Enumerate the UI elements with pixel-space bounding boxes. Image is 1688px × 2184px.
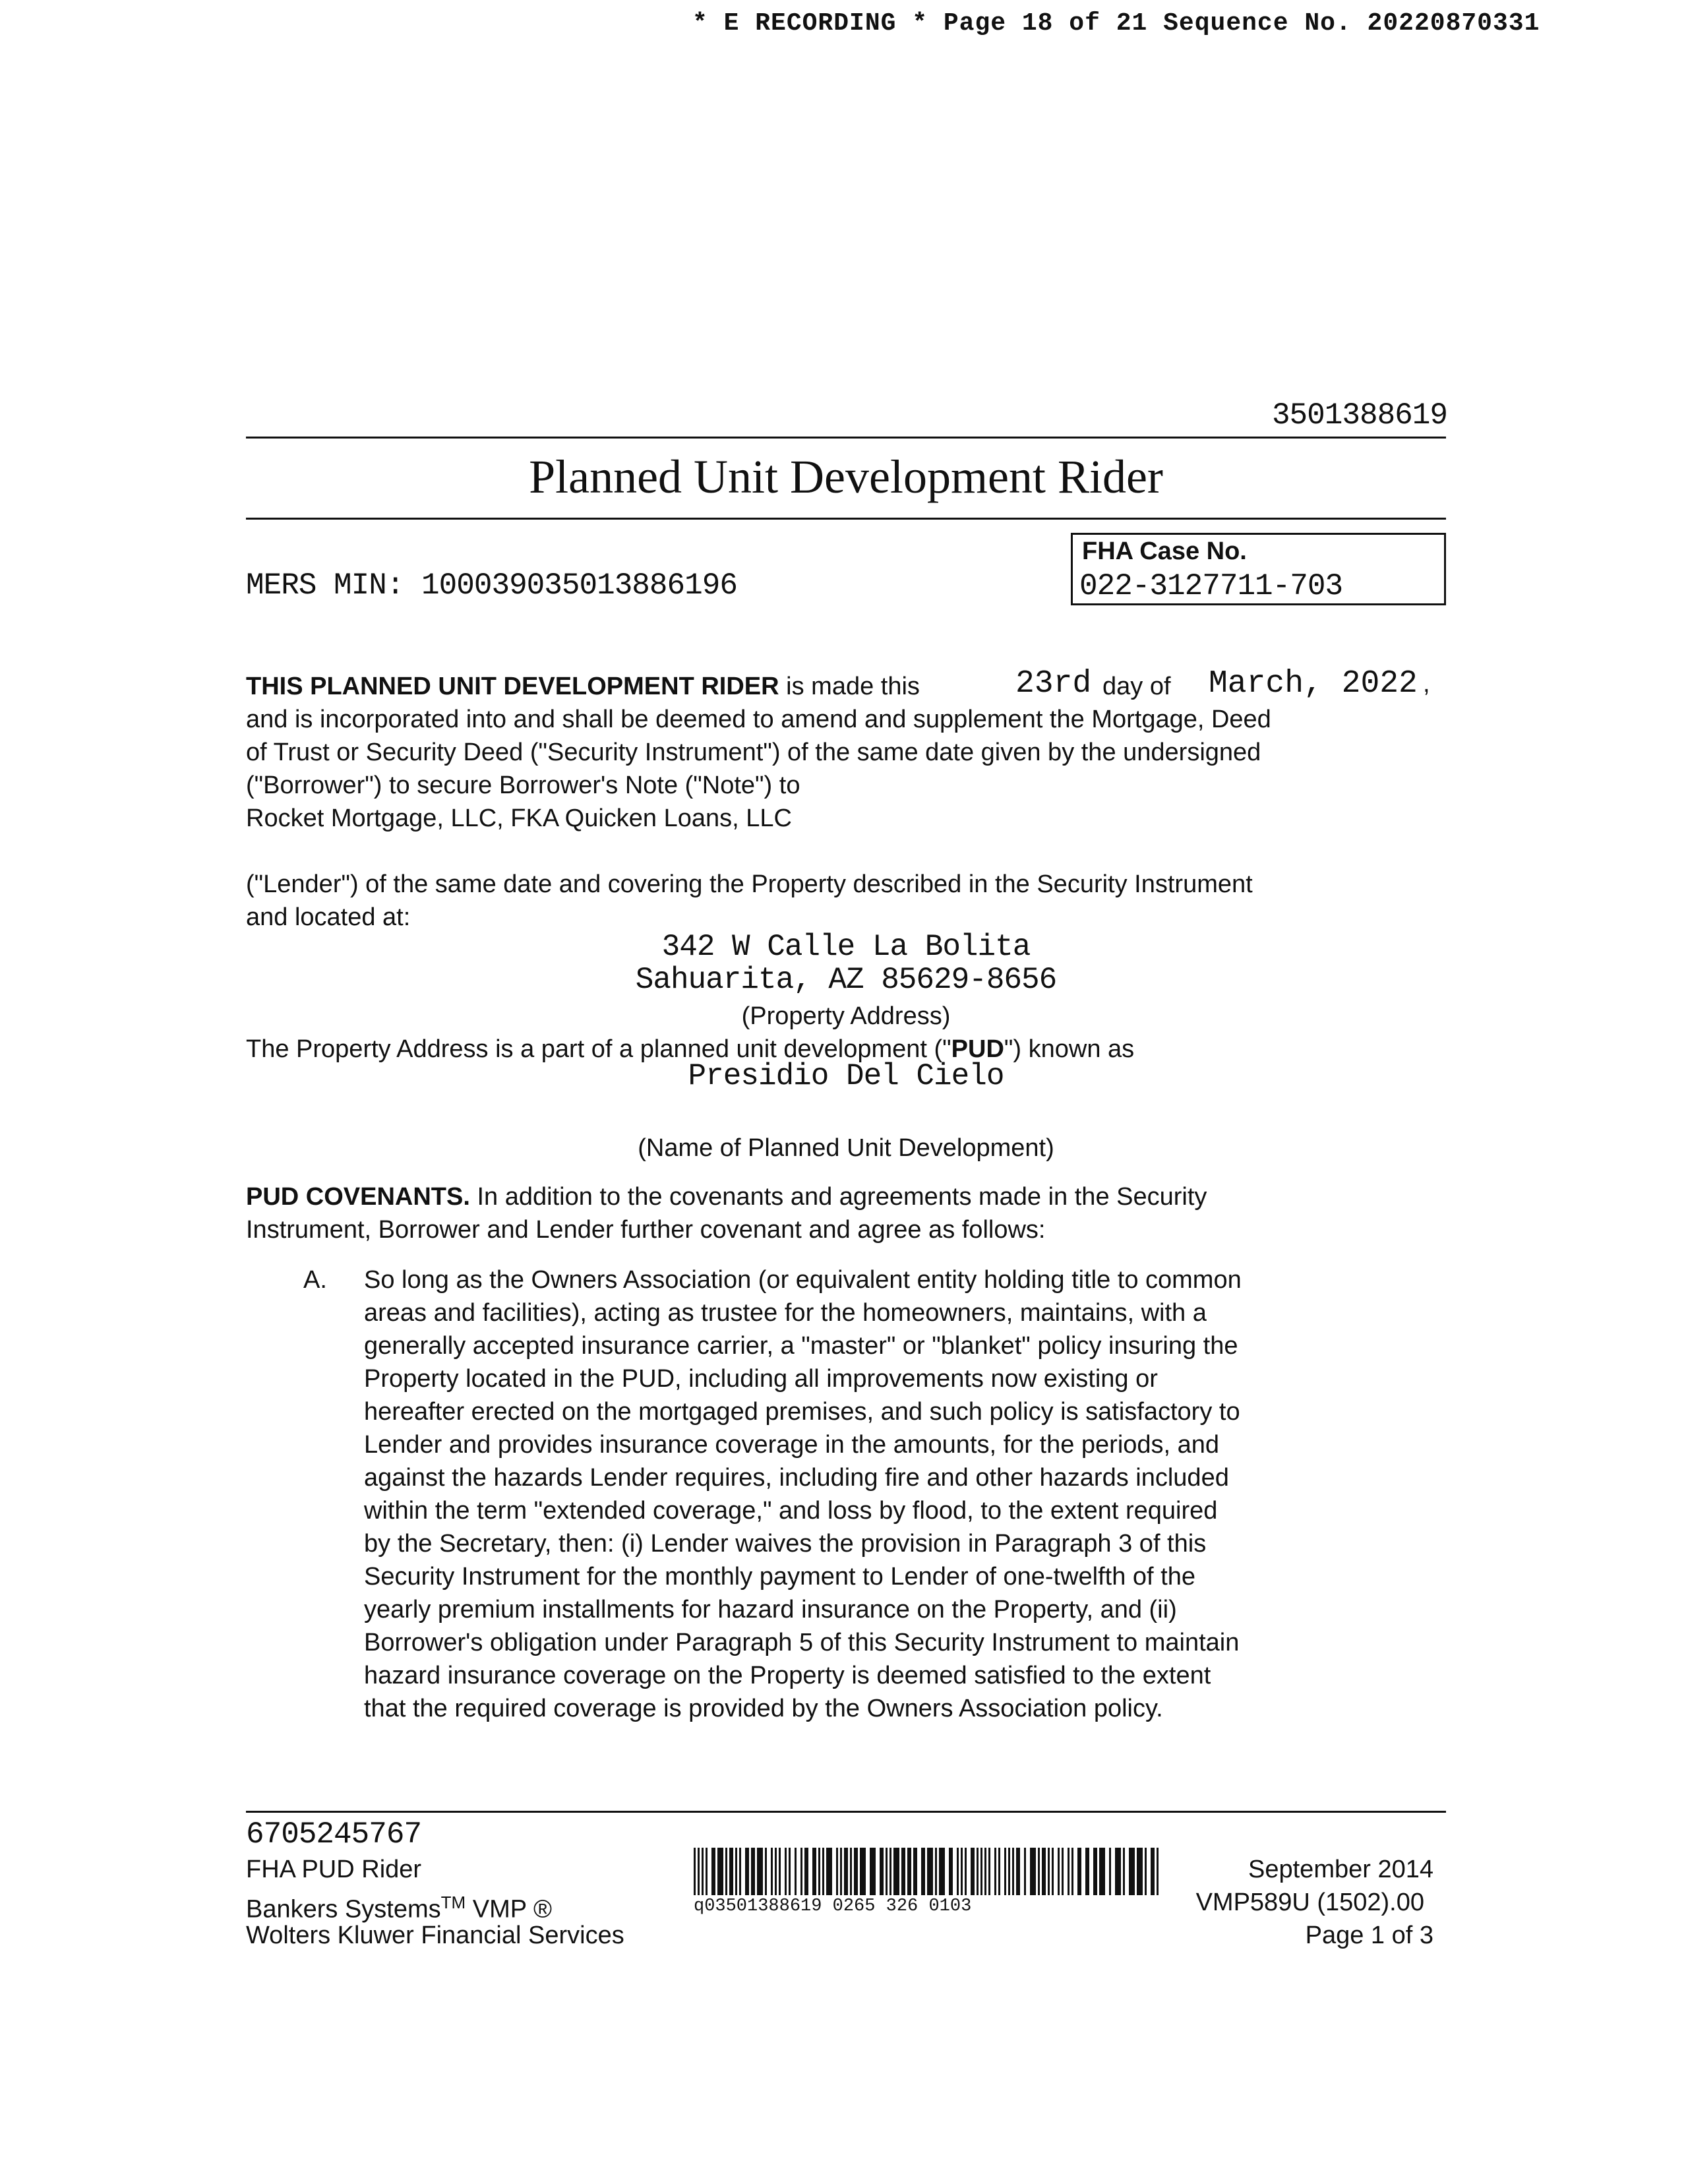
pud-caption: (Name of Planned Unit Development) bbox=[638, 1134, 1054, 1162]
barcode-bar bbox=[702, 1848, 704, 1895]
intro-lead: THIS PLANNED UNIT DEVELOPMENT RIDER bbox=[246, 673, 779, 700]
barcode-bar bbox=[1115, 1848, 1121, 1895]
barcode-bar bbox=[1004, 1848, 1006, 1895]
item-a-line: areas and facilities), acting as trustee for the homeowners, maintains, with a bbox=[364, 1299, 1207, 1327]
item-a-line: within the term "extended coverage," and loss by flood, to the extent required bbox=[364, 1497, 1218, 1525]
property-city: Sahuarita, AZ 85629-8656 bbox=[635, 963, 1057, 997]
intro-line-3: of Trust or Security Deed ("Security Instrument") of the same date given by the undersigned bbox=[246, 739, 1261, 766]
item-a-line: hereafter erected on the mortgaged premises, and such policy is satisfactory to bbox=[364, 1398, 1240, 1426]
barcode-bar bbox=[729, 1848, 733, 1895]
barcode-bar bbox=[1068, 1848, 1070, 1895]
pud-abbrev: PUD bbox=[951, 1035, 1004, 1063]
barcode-bar bbox=[957, 1848, 959, 1895]
mers-min: MERS MIN: 100039035013886196 bbox=[246, 568, 737, 603]
footer-date: September 2014 bbox=[1248, 1856, 1433, 1883]
barcode-bar bbox=[1062, 1848, 1064, 1895]
barcode-bar bbox=[907, 1848, 911, 1895]
item-a-line: Property located in the PUD, including all improvements now existing or bbox=[364, 1365, 1158, 1393]
barcode-bar bbox=[789, 1848, 791, 1895]
barcode-bar bbox=[735, 1848, 737, 1895]
barcode-bar bbox=[1157, 1848, 1159, 1895]
intro-line-1 bbox=[246, 670, 920, 703]
page-title: Planned Unit Development Rider bbox=[529, 450, 1163, 503]
barcode-bar bbox=[1077, 1848, 1081, 1895]
pud-name: Presidio Del Cielo bbox=[688, 1059, 1004, 1093]
barcode-bar bbox=[757, 1848, 763, 1895]
lender-name: Rocket Mortgage, LLC, FKA Quicken Loans, LLC bbox=[246, 804, 792, 832]
barcode-bar bbox=[739, 1848, 741, 1895]
covenants-heading: PUD COVENANTS. bbox=[246, 1183, 470, 1211]
barcode-bar bbox=[745, 1848, 749, 1895]
item-a-line: yearly premium installments for hazard insurance on the Property, and (ii) bbox=[364, 1596, 1177, 1623]
item-a-line: So long as the Owners Association (or equivalent entity holding title to common bbox=[364, 1266, 1242, 1294]
barcode-bar bbox=[812, 1848, 816, 1895]
barcode-bar bbox=[850, 1848, 852, 1895]
barcode-bar bbox=[988, 1848, 990, 1895]
barcode-bar bbox=[860, 1848, 866, 1895]
barcode-bar bbox=[927, 1848, 933, 1895]
barcode-bar bbox=[893, 1848, 899, 1895]
barcode-bar bbox=[886, 1848, 888, 1895]
title-top-rule bbox=[246, 437, 1446, 439]
barcode-bar bbox=[1145, 1848, 1147, 1895]
barcode-bar bbox=[935, 1848, 937, 1895]
barcode-bar bbox=[901, 1848, 905, 1895]
barcode-bar bbox=[844, 1848, 848, 1895]
barcode-bar bbox=[1093, 1848, 1097, 1895]
property-caption: (Property Address) bbox=[741, 1002, 951, 1030]
item-a-line: that the required coverage is provided by the Owners Association policy. bbox=[364, 1695, 1163, 1722]
barcode-bar bbox=[775, 1848, 777, 1895]
barcode-bar bbox=[1129, 1848, 1135, 1895]
barcode-bar bbox=[1151, 1848, 1155, 1895]
footer-publisher: Wolters Kluwer Financial Services bbox=[246, 1922, 624, 1949]
fha-case-label: FHA Case No. bbox=[1082, 537, 1247, 565]
intro-line-6: ("Lender") of the same date and covering the Property described in the Security Instrument bbox=[246, 870, 1253, 898]
barcode-bar bbox=[836, 1848, 838, 1895]
covenants-intro: In addition to the covenants and agreements made in the Security bbox=[477, 1183, 1207, 1211]
footer-vmp: VMP bbox=[472, 1895, 527, 1924]
barcode-bar bbox=[965, 1848, 967, 1895]
barcode-bar bbox=[717, 1848, 723, 1895]
barcode-bar bbox=[795, 1848, 797, 1895]
item-a-line: hazard insurance coverage on the Property is deemed satisfied to the extent bbox=[364, 1662, 1211, 1689]
barcode-bar bbox=[706, 1848, 708, 1895]
pud-line-pre: The Property Address is a part of a planned unit development (" bbox=[246, 1035, 951, 1063]
barcode-bar bbox=[1058, 1848, 1060, 1895]
barcode-bar bbox=[961, 1848, 963, 1895]
barcode-bar bbox=[870, 1848, 876, 1895]
footer-tm: TM bbox=[440, 1893, 466, 1912]
barcode bbox=[694, 1848, 1162, 1895]
barcode-bar bbox=[818, 1848, 820, 1895]
barcode-bar bbox=[1109, 1848, 1111, 1895]
intro-comma: , bbox=[1423, 670, 1430, 698]
pud-line-post: ") known as bbox=[1004, 1035, 1135, 1063]
barcode-bar bbox=[977, 1848, 979, 1895]
barcode-bar bbox=[1052, 1848, 1054, 1895]
barcode-bar bbox=[1012, 1848, 1014, 1895]
loan-number: 3501388619 bbox=[1271, 398, 1447, 433]
barcode-bar bbox=[1137, 1848, 1143, 1895]
item-a-line: Borrower's obligation under Paragraph 5 of this Security Instrument to maintain bbox=[364, 1629, 1240, 1656]
fha-case-number: 022-3127711-703 bbox=[1079, 569, 1343, 603]
barcode-bar bbox=[971, 1848, 975, 1895]
barcode-bar bbox=[751, 1848, 755, 1895]
barcode-text: q03501388619 0265 326 0103 bbox=[694, 1896, 972, 1916]
barcode-bar bbox=[725, 1848, 727, 1895]
barcode-bar bbox=[1042, 1848, 1046, 1895]
item-a-line: by the Secretary, then: (i) Lender waives the provision in Paragraph 3 of this bbox=[364, 1530, 1207, 1558]
item-a-line: Security Instrument for the monthly payment to Lender of one-twelfth of the bbox=[364, 1563, 1195, 1591]
barcode-bar bbox=[694, 1848, 696, 1895]
barcode-bar bbox=[711, 1848, 715, 1895]
barcode-bar bbox=[1008, 1848, 1010, 1895]
barcode-bar bbox=[939, 1848, 945, 1895]
barcode-bar bbox=[1085, 1848, 1089, 1895]
barcode-bar bbox=[779, 1848, 781, 1895]
barcode-bar bbox=[1016, 1848, 1020, 1895]
fha-case-box bbox=[1071, 533, 1446, 605]
barcode-bar bbox=[913, 1848, 917, 1895]
item-a-marker: A. bbox=[303, 1266, 327, 1294]
footer-brand: Bankers Systems bbox=[246, 1895, 441, 1924]
intro-line-4: ("Borrower") to secure Borrower's Note ("Note") to bbox=[246, 772, 800, 799]
footer-code: 6705245767 bbox=[246, 1817, 422, 1852]
barcode-bar bbox=[994, 1848, 996, 1895]
intro-made-this: is made this bbox=[786, 673, 920, 700]
barcode-bar bbox=[1071, 1848, 1073, 1895]
intro-month-year: March, 2022 bbox=[1209, 666, 1418, 702]
barcode-bar bbox=[980, 1848, 982, 1895]
barcode-bar bbox=[1048, 1848, 1050, 1895]
intro-line-7: and located at: bbox=[246, 903, 411, 931]
barcode-bar bbox=[800, 1848, 802, 1895]
footer-page: Page 1 of 3 bbox=[1305, 1922, 1433, 1949]
intro-day-of: day of bbox=[1102, 673, 1171, 700]
barcode-bar bbox=[1030, 1848, 1036, 1895]
barcode-bar bbox=[785, 1848, 787, 1895]
item-a-text bbox=[364, 1263, 1242, 1725]
barcode-bar bbox=[880, 1848, 884, 1895]
barcode-bar bbox=[1099, 1848, 1105, 1895]
barcode-bar bbox=[998, 1848, 1000, 1895]
barcode-bar bbox=[1123, 1848, 1125, 1895]
barcode-bar bbox=[984, 1848, 986, 1895]
title-bottom-rule bbox=[246, 518, 1446, 520]
barcode-bar bbox=[1038, 1848, 1040, 1895]
barcode-bar bbox=[804, 1848, 808, 1895]
barcode-bar bbox=[826, 1848, 832, 1895]
intro-line-2: and is incorporated into and shall be deemed to amend and supplement the Mortgage, Deed bbox=[246, 706, 1271, 733]
barcode-bar bbox=[854, 1848, 858, 1895]
barcode-bars bbox=[694, 1848, 1162, 1895]
footer-form-name: FHA PUD Rider bbox=[246, 1856, 422, 1883]
intro-day: 23rd bbox=[1015, 666, 1092, 702]
recording-header: * E RECORDING * Page 18 of 21 Sequence No. 20220870331 bbox=[692, 9, 1540, 38]
item-a-line: against the hazards Lender requires, including fire and other hazards included bbox=[364, 1464, 1229, 1492]
footer-rule bbox=[246, 1811, 1446, 1813]
covenants-line-2: Instrument, Borrower and Lender further covenant and agree as follows: bbox=[246, 1216, 1046, 1244]
footer-reg: ® bbox=[533, 1895, 552, 1924]
barcode-bar bbox=[771, 1848, 773, 1895]
covenants-line-1 bbox=[246, 1180, 1207, 1213]
barcode-bar bbox=[1024, 1848, 1026, 1895]
barcode-bar bbox=[840, 1848, 842, 1895]
barcode-bar bbox=[698, 1848, 700, 1895]
property-street: 342 W Calle La Bolita bbox=[661, 930, 1031, 964]
barcode-bar bbox=[921, 1848, 925, 1895]
footer-form-no: VMP589U (1502).00 bbox=[1195, 1889, 1424, 1916]
barcode-bar bbox=[949, 1848, 953, 1895]
barcode-bar bbox=[765, 1848, 767, 1895]
item-a-line: Lender and provides insurance coverage in the amounts, for the periods, and bbox=[364, 1431, 1220, 1459]
item-a-line: generally accepted insurance carrier, a "master" or "blanket" policy insuring the bbox=[364, 1332, 1238, 1360]
barcode-bar bbox=[889, 1848, 891, 1895]
barcode-bar bbox=[822, 1848, 824, 1895]
